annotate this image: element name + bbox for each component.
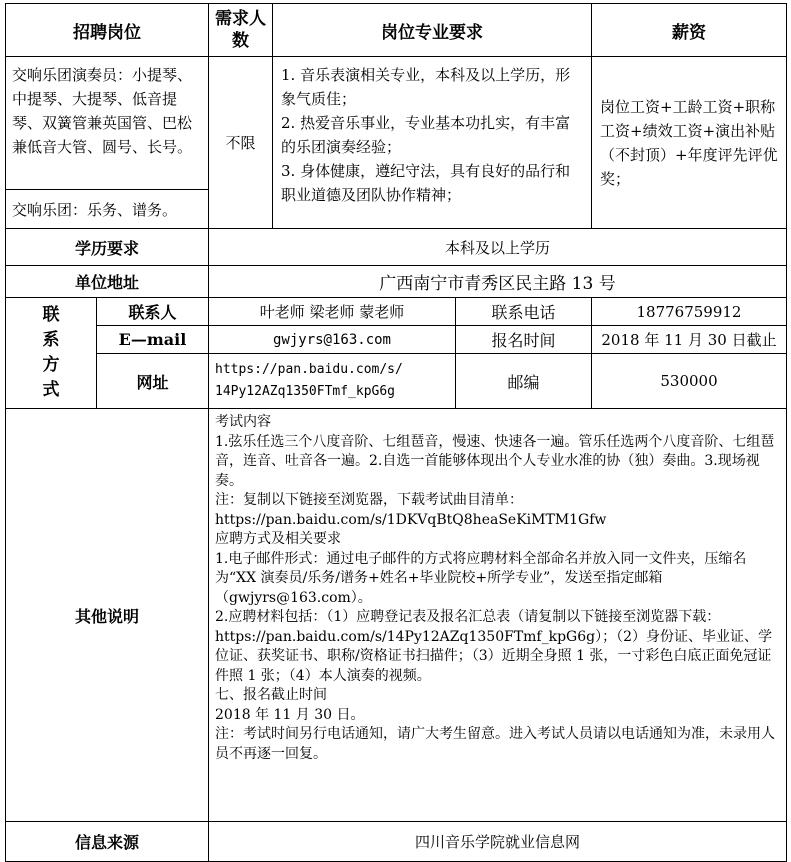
note-line: 2.应聘材料包括：（1）应聘登记表及报名汇总表（请复制以下链接至浏览器下载：https://pan.baidu.com/s/14Py12AZq1350FTmf_kpG6g）；（2）身份证、毕业证、学位证、获奖证书、职称/资格证书扫描件；（3）近期全身照 1 张，一寸彩色白底正面免冠证件照 1 张；（4）本人演奏的视频。 xyxy=(215,609,773,684)
contact-group-label: 联 系 方 式 xyxy=(6,298,97,409)
education-row xyxy=(6,229,787,266)
note-line: 应聘方式及相关要求 xyxy=(215,531,341,547)
education-value: 本科及以上学历 xyxy=(209,229,787,266)
education-label: 学历要求 xyxy=(6,229,209,266)
other-notes xyxy=(209,409,787,822)
header-requirements: 岗位专业要求 xyxy=(273,4,592,57)
requirement-item: 2. 热爱音乐事业，专业基本功扎实，有丰富的乐团演奏经验； xyxy=(281,114,571,156)
note-link[interactable]: https://pan.baidu.com/s/1DKVqBtQ8heaSeKiMTM1Gfw xyxy=(215,511,607,528)
job-position-orchestra: 交响乐团演奏员：小提琴、中提琴、大提琴、低音提琴、双簧管兼英国管、巴松兼低音大管、圆号、长号。 xyxy=(6,57,209,190)
contact-phone-label: 联系电话 xyxy=(456,298,592,326)
contact-email-label: E—mail xyxy=(97,326,209,354)
requirement-item: 1. 音乐表演相关专业，本科及以上学历，形象气质佳； xyxy=(281,66,571,108)
header-position: 招聘岗位 xyxy=(6,4,209,57)
job-row-1 xyxy=(6,57,787,190)
job-position-staff: 交响乐团：乐务、谱务。 xyxy=(6,190,209,229)
contact-phone-value: 18776759912 xyxy=(592,298,787,326)
header-count: 需求人数 xyxy=(209,4,273,57)
contact-deadline-label: 报名时间 xyxy=(456,326,592,354)
address-label: 单位地址 xyxy=(6,266,209,298)
job-salary: 岗位工资+工龄工资+职称工资+绩效工资+演出补贴（不封顶）+年度评先评优奖； xyxy=(592,57,787,229)
contact-row-1 xyxy=(6,298,787,326)
address-value: 广西南宁市青秀区民主路 13 号 xyxy=(209,266,787,298)
other-label: 其他说明 xyxy=(6,409,209,822)
other-row xyxy=(6,409,787,822)
contact-row-3 xyxy=(6,354,787,409)
job-requirements xyxy=(273,57,592,229)
source-row xyxy=(6,822,787,862)
note-line: 考试内容 xyxy=(215,414,271,430)
note-line: 1.电子邮件形式：通过电子邮件的方式将应聘材料全部命名并放入同一文件夹，压缩名为“XX 演奏员/乐务/谱务+姓名+毕业院校+所学专业”，发送至指定邮箱（gwjyrs@163.com）。 xyxy=(215,550,747,606)
source-label: 信息来源 xyxy=(6,822,209,862)
contact-zip-value: 530000 xyxy=(592,354,787,409)
header-salary: 薪资 xyxy=(592,4,787,57)
contact-url-label: 网址 xyxy=(97,354,209,409)
contact-zip-label: 邮编 xyxy=(456,354,592,409)
contact-row-2 xyxy=(6,326,787,354)
contact-email-value[interactable]: gwjyrs@163.com xyxy=(209,326,456,354)
contact-person-value: 叶老师 梁老师 蒙老师 xyxy=(209,298,456,326)
note-line: 1.弦乐任选三个八度音阶、七组琶音，慢速、快速各一遍。管乐任选两个八度音阶、七组琶音，连音、吐音各一遍。2.自选一首能够体现出个人专业水准的协（独）奏曲。3.现场视奏。 xyxy=(215,433,775,489)
url-line-1[interactable]: https://pan.baidu.com/s/ xyxy=(215,362,403,377)
recruitment-table xyxy=(5,3,787,862)
note-line: 注：考试时间另行电话通知，请广大考生留意。进入考试人员请以电话通知为准，未录用人员不再逐一回复。 xyxy=(215,726,775,762)
url-line-2[interactable]: 14Py12AZq1350FTmf_kpG6g xyxy=(215,384,396,399)
contact-person-label: 联系人 xyxy=(97,298,209,326)
job-count: 不限 xyxy=(209,57,273,229)
address-row xyxy=(6,266,787,298)
note-line: 七、报名截止时间 xyxy=(215,687,327,703)
header-row xyxy=(6,4,787,57)
note-line: 2018 年 11 月 30 日。 xyxy=(215,706,365,723)
requirement-item: 3. 身体健康，遵纪守法，具有良好的品行和职业道德及团队协作精神； xyxy=(281,162,571,204)
contact-url-value[interactable] xyxy=(209,354,456,409)
source-value: 四川音乐学院就业信息网 xyxy=(209,822,787,862)
note-line: 注：复制以下链接至浏览器，下载考试曲目清单： xyxy=(215,492,523,508)
contact-deadline-value: 2018 年 11 月 30 日截止 xyxy=(592,326,787,354)
